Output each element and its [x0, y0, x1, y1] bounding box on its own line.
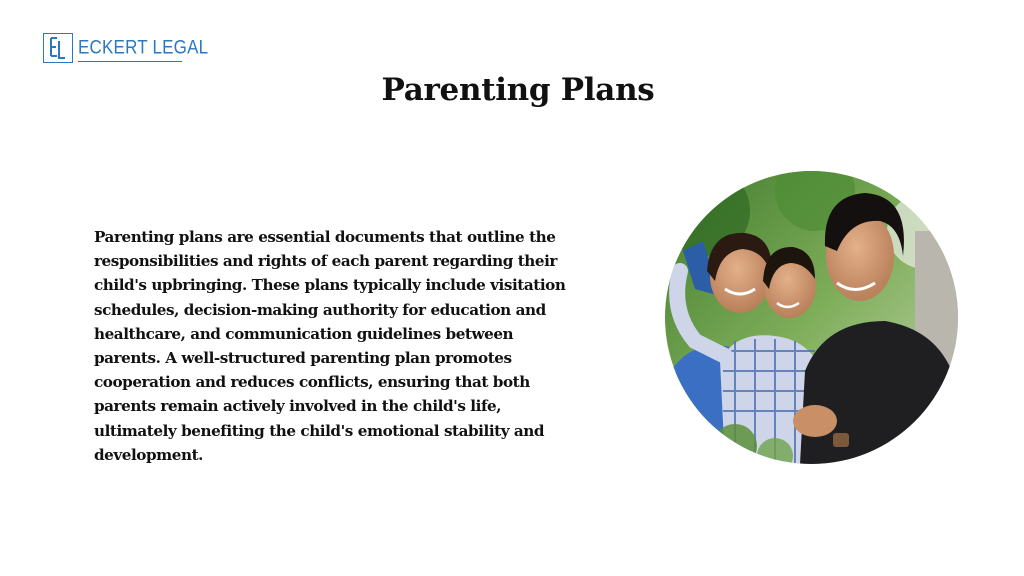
logo-underline: [78, 61, 182, 62]
page-title: Parenting Plans: [381, 72, 655, 108]
brand-logo[interactable]: [43, 33, 209, 65]
brand-name: ECKERT LEGAL: [78, 36, 209, 58]
family-photo: [665, 171, 958, 464]
body-paragraph: Parenting plans are essential documents that outline the responsibilities and rights of each parent regarding their child's upbringing. These plans typically include visitation schedules, decision-making authority for education and healthcare, and communication guidelines between parents. A well-structured parenting plan promotes cooperation and reduces conflicts, ensuring that both parents remain actively involved in the child's life, ultimately benefiting the child's emotional stability and development.: [94, 228, 566, 464]
logo-monogram-icon: [43, 33, 73, 63]
